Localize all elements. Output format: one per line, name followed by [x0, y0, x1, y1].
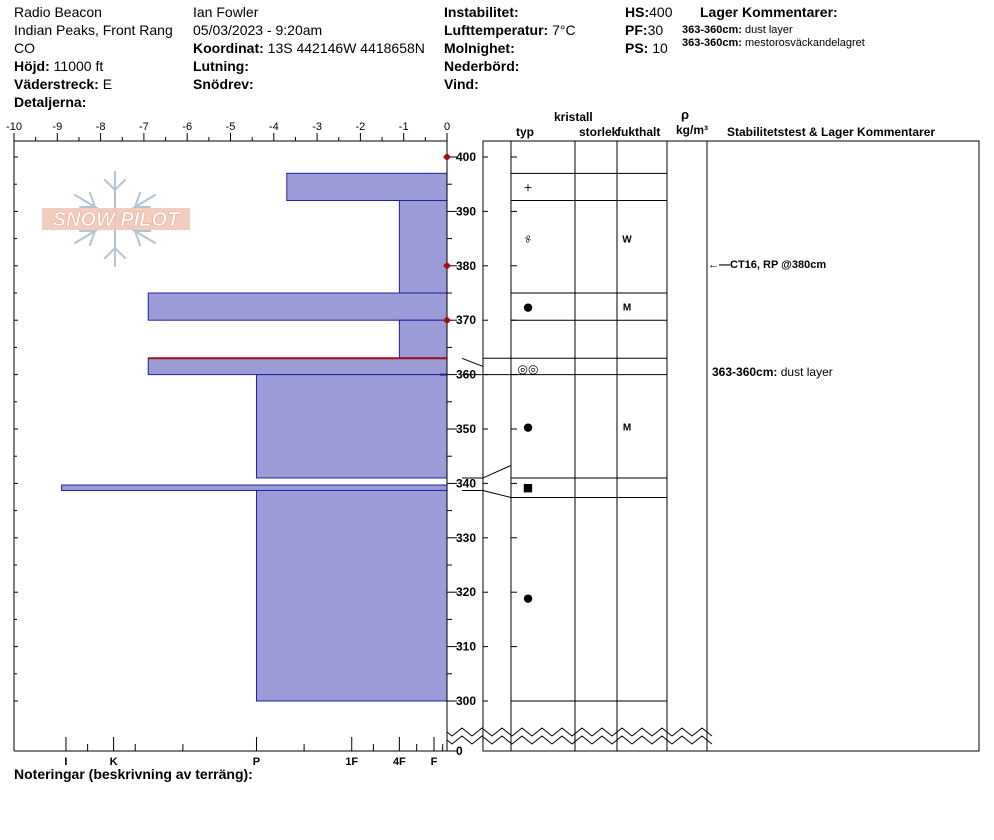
- stability-test-annotation: [708, 259, 826, 272]
- layer-connector: [483, 490, 511, 497]
- layer-connector: [483, 465, 511, 478]
- grain-type-symbol: ●: [523, 591, 533, 605]
- grain-type-symbol: ●: [523, 420, 533, 434]
- x-tick-label: -1: [398, 121, 409, 133]
- precip-label: Nederbörd:: [444, 58, 520, 74]
- range-name: Indian Peaks, Front Rang: [14, 22, 173, 38]
- layer-comment-1-text: dust layer: [745, 24, 793, 36]
- hardness-bar-8: [256, 490, 447, 701]
- y-tick-label: 0: [456, 744, 463, 758]
- y-tick-label: 360: [456, 367, 477, 382]
- ps-label: PS:: [625, 40, 649, 56]
- x-tick-label: -10: [6, 121, 22, 133]
- stability-label: Instabilitet:: [444, 4, 519, 20]
- x-tick-label: -3: [312, 121, 322, 133]
- x-tick-label: -2: [355, 121, 366, 133]
- moisture-label: M: [622, 422, 632, 434]
- x-tick-label: 0: [443, 121, 451, 133]
- hs-value: 400: [649, 4, 673, 20]
- hardness-tick-label: P: [252, 756, 261, 768]
- x-tick-label: -9: [52, 121, 63, 133]
- moisture-label: M: [622, 302, 632, 314]
- hardness-tick-label: 4F: [392, 756, 406, 768]
- y-tick-label: 350: [456, 422, 477, 436]
- elevation-label: Höjd:: [14, 58, 50, 74]
- hardness-tick-label: I: [64, 756, 68, 768]
- elevation-value: 11000 ft: [53, 58, 104, 74]
- y-tick-label: 370: [456, 313, 477, 328]
- col-storlek: storlek: [579, 125, 619, 139]
- axis-break-2: [447, 736, 712, 744]
- cloud-label: Molnighet:: [444, 40, 515, 56]
- layer-connector-left: [462, 358, 483, 366]
- observation-datetime: 05/03/2023 - 9:20am: [193, 22, 323, 38]
- hardness-bar-7: [62, 485, 447, 490]
- x-tick-label: -4: [268, 121, 279, 133]
- temperature-point: [443, 153, 451, 161]
- dust-layer-text: dust layer: [780, 365, 833, 379]
- stability-test-text: CT16, RP @380cm: [730, 259, 827, 271]
- hardness-tick-label: 1F: [345, 756, 359, 768]
- notes-label: Noteringar (beskrivning av terräng):: [14, 766, 253, 782]
- wind-drift-label: Snödrev:: [193, 76, 254, 92]
- aspect-label: Väderstreck:: [14, 76, 99, 92]
- coord-value: 13S 442146W 4418658N: [267, 40, 425, 56]
- hardness-bar-6: [256, 375, 447, 478]
- grain-type-symbol: ●: [523, 300, 533, 314]
- hardness-bar-1: [287, 173, 447, 200]
- grain-type-symbol: ୫: [524, 232, 532, 246]
- col-fukthalt: fukthalt: [617, 125, 661, 139]
- hardness-bar-4: [399, 320, 447, 358]
- x-tick-label: -6: [182, 121, 193, 133]
- y-tick-label: 330: [456, 530, 477, 545]
- y-tick-label: 390: [456, 204, 477, 219]
- y-tick-label: 300: [456, 694, 477, 708]
- hardness-tick-label: K: [109, 756, 118, 768]
- col-kristall: kristall: [554, 110, 593, 124]
- aspect-value: E: [102, 76, 113, 92]
- state-name: CO: [14, 40, 35, 56]
- y-tick-label: 320: [456, 585, 477, 600]
- y-tick-label: 400: [456, 150, 477, 164]
- pf-label: PF:: [625, 22, 648, 38]
- slope-label: Lutning:: [193, 58, 249, 74]
- axis-break-1: [447, 728, 712, 736]
- layer-comment-2-range: 363-360cm:: [682, 37, 742, 49]
- hardness-tick-label: F: [430, 756, 438, 768]
- logo-text: SNOW PILOT: [52, 209, 180, 231]
- col-rho: ρ: [681, 107, 690, 122]
- layer-comment-2-text: mestorosväckandelagret: [745, 37, 865, 49]
- col-typ: typ: [516, 125, 534, 139]
- wind-label: Vind:: [444, 76, 479, 92]
- hardness-bar-3: [148, 293, 447, 320]
- hardness-bar-5: [148, 358, 447, 374]
- hs-label: HS:: [625, 4, 650, 20]
- details-label: Detaljerna:: [14, 94, 87, 110]
- dust-layer-annotation: [712, 365, 833, 379]
- hardness-bar-2: [399, 201, 447, 293]
- grain-type-symbol: ◎◎: [517, 362, 539, 377]
- x-tick-label: -7: [139, 121, 149, 133]
- x-tick-label: -5: [225, 121, 236, 133]
- location-name: Radio Beacon: [14, 4, 102, 20]
- airtemp-value: 7°C: [552, 22, 576, 38]
- moisture-label: W: [622, 234, 632, 246]
- coord-label: Koordinat:: [193, 40, 264, 56]
- ps-value: 10: [652, 40, 668, 56]
- y-tick-label: 310: [456, 639, 477, 654]
- x-tick-label: -8: [95, 121, 106, 133]
- observer-name: Ian Fowler: [193, 4, 259, 20]
- layer-table-border: [483, 141, 979, 751]
- grain-type-symbol: ■: [522, 481, 534, 495]
- dust-layer-range: 363-360cm:: [712, 365, 778, 379]
- stability-test-arrow-icon: ←—: [708, 259, 730, 271]
- grain-type-symbol: +: [523, 180, 533, 194]
- y-tick-label: 380: [456, 258, 477, 273]
- col-stability-title: Stabilitetstest & Lager Kommentarer: [727, 125, 936, 139]
- airtemp-label: Lufttemperatur:: [444, 22, 549, 38]
- snowpilot-logo: [42, 172, 190, 266]
- pf-value: 30: [647, 22, 664, 38]
- y-tick-label: 340: [456, 476, 477, 491]
- layer-comments-title: Lager Kommentarer:: [700, 4, 838, 20]
- col-density-unit: kg/m³: [676, 123, 709, 137]
- layer-comment-1-range: 363-360cm:: [682, 24, 742, 36]
